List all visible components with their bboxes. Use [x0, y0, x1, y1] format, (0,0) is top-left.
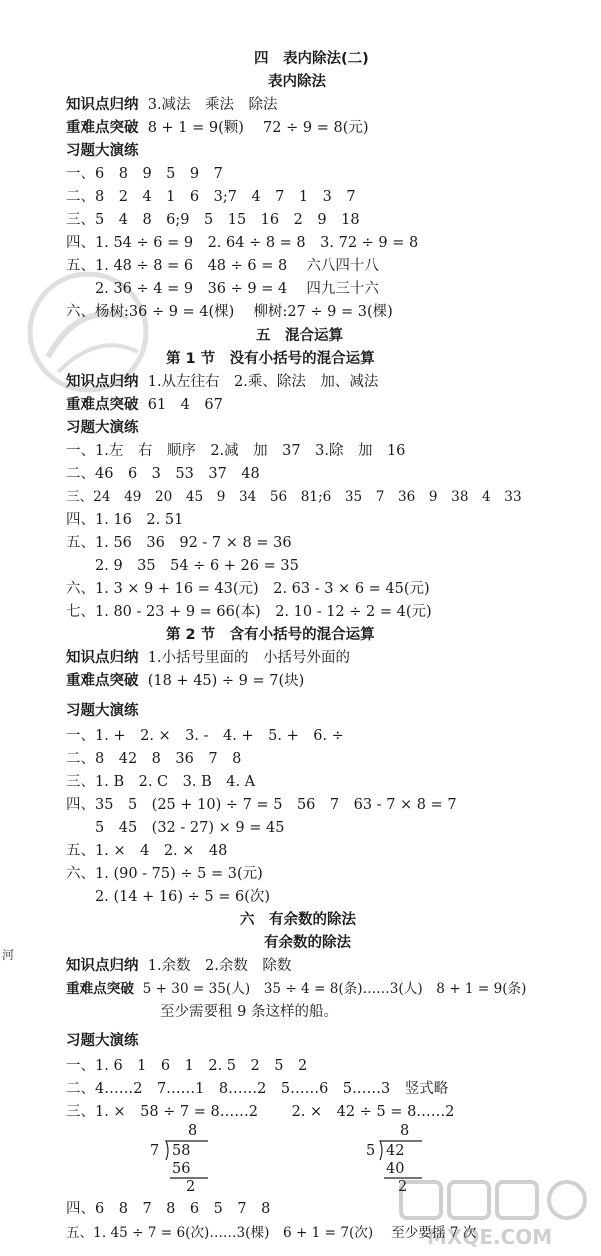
watermark-site-logo: [397, 1178, 597, 1250]
p2-line: 六、1. (90 - 75) ÷ 5 = 3(元): [66, 866, 263, 882]
watermark-url: MXQE.COM: [427, 1225, 553, 1249]
s4-line: 2. 36 ÷ 4 = 9 36 ÷ 9 = 4 四九三十六: [66, 281, 379, 297]
p2-knowledge: 知识点归纳 1.小括号里面的 小括号外面的: [66, 650, 351, 666]
p2-line: 二、8 42 8 36 7 8: [66, 751, 242, 767]
div2-remainder: 2: [398, 1179, 408, 1195]
s6-line: 三、1. × 58 ÷ 7 = 8……2 2. × 42 ÷ 5 = 8……2: [66, 1104, 455, 1120]
s6-exercise: 习题大演练: [66, 1033, 139, 1049]
s6-line: 一、1. 6 1 6 1 2. 5 2 5 2: [66, 1058, 308, 1074]
s6-line: 五、1. 45 ÷ 7 = 6(次)……3(棵) 6 + 1 = 7(次) 至少要摇 7 次: [66, 1225, 477, 1241]
p1-line: 二、46 6 3 53 37 48: [66, 466, 260, 482]
div1-sub: 56: [172, 1161, 191, 1177]
s4-line: 五、1. 48 ÷ 8 = 6 48 ÷ 6 = 8 六八四十八: [66, 258, 379, 274]
s6-line: 二、4……2 7……1 8……2 5……6 5……3 竖式略: [66, 1081, 449, 1097]
p1-line: 一、1.左 右 顺序 2.减 加 37 3.除 加 16: [66, 443, 406, 459]
s4-line: 三、5 4 8 6;9 5 15 16 2 9 18: [66, 212, 360, 228]
div1-divisor: 7: [150, 1143, 160, 1159]
s6-key2: 至少需要租 9 条这样的船。: [160, 1004, 338, 1020]
s4-line: 六、杨树:36 ÷ 9 = 4(棵) 柳树:27 ÷ 9 = 3(棵): [66, 304, 393, 320]
section6-sub: 有余数的除法: [264, 935, 351, 951]
div1-remainder: 2: [186, 1179, 196, 1195]
p2-line: 一、1. + 2. × 3. - 4. + 5. + 6. ÷: [66, 728, 344, 744]
section6-heading: 六 有余数的除法: [240, 912, 356, 928]
p1-key: 重难点突破 61 4 67: [66, 397, 223, 413]
div2-divisor: 5: [366, 1143, 376, 1159]
edge-char: 河: [2, 948, 15, 962]
div2-quotient: 8: [400, 1123, 410, 1139]
p1-line: 五、1. 56 36 92 - 7 × 8 = 36: [66, 535, 292, 551]
div1-bracket: [150, 1122, 210, 1194]
part2-title: 第 2 节 含有小括号的混合运算: [166, 627, 375, 643]
p1-line: 七、1. 80 - 23 + 9 = 66(本) 2. 10 - 12 ÷ 2 = 4(元): [66, 604, 432, 620]
p1-line: 2. 9 35 54 ÷ 6 + 26 = 35: [66, 558, 299, 574]
p1-line: 四、1. 16 2. 51: [66, 512, 184, 528]
part1-title: 第 1 节 没有小括号的混合运算: [166, 351, 375, 367]
s4-key: 重难点突破 8 + 1 = 9(颗) 72 ÷ 9 = 8(元): [66, 120, 369, 136]
s6-key: 重难点突破 5 + 30 = 35(人) 35 ÷ 4 = 8(条)……3(人) 8 + 1 = 9(条): [66, 981, 527, 997]
p2-exercise: 习题大演练: [66, 703, 139, 719]
p2-line: 五、1. × 4 2. × 48: [66, 843, 228, 859]
s4-line: 二、8 2 4 1 6 3;7 4 7 1 3 7: [66, 189, 356, 205]
s4-line: 一、6 8 9 5 9 7: [66, 166, 223, 182]
s4-knowledge: 知识点归纳 3.减法 乘法 除法: [66, 97, 278, 113]
div1-dividend: 58: [172, 1143, 191, 1159]
s4-exercise: 习题大演练: [66, 143, 139, 159]
div1-quotient: 8: [188, 1123, 198, 1139]
p2-line: 四、35 5 (25 + 10) ÷ 7 = 5 56 7 63 - 7 × 8 = 7: [66, 797, 457, 813]
p1-line: 三、24 49 20 45 9 34 56 81;6 35 7 36 9 38 4 33: [66, 489, 522, 505]
section5-heading: 五 混合运算: [256, 328, 343, 344]
p2-line: 5 45 (32 - 27) × 9 = 45: [66, 820, 285, 836]
s6-knowledge: 知识点归纳 1.余数 2.余数 除数: [66, 958, 292, 974]
p1-exercise: 习题大演练: [66, 420, 139, 436]
div2-sub: 40: [386, 1161, 405, 1177]
p2-line: 2. (14 + 16) ÷ 5 = 6(次): [66, 889, 271, 905]
section4-heading: 四 表内除法(二): [254, 51, 369, 67]
p1-knowledge: 知识点归纳 1.从左往右 2.乘、除法 加、减法: [66, 374, 379, 390]
section4-sub: 表内除法: [268, 74, 326, 90]
s6-line: 四、6 8 7 8 6 5 7 8: [66, 1201, 271, 1217]
long-division-1: [150, 1122, 210, 1194]
p1-line: 六、1. 3 × 9 + 16 = 43(元) 2. 63 - 3 × 6 = 45(元): [66, 581, 430, 597]
s4-line: 四、1. 54 ÷ 6 = 9 2. 64 ÷ 8 = 8 3. 72 ÷ 9 = 8: [66, 235, 419, 251]
p2-key: 重难点突破 (18 + 45) ÷ 9 = 7(块): [66, 673, 305, 689]
div2-dividend: 42: [386, 1143, 405, 1159]
p2-line: 三、1. B 2. C 3. B 4. A: [66, 774, 256, 790]
